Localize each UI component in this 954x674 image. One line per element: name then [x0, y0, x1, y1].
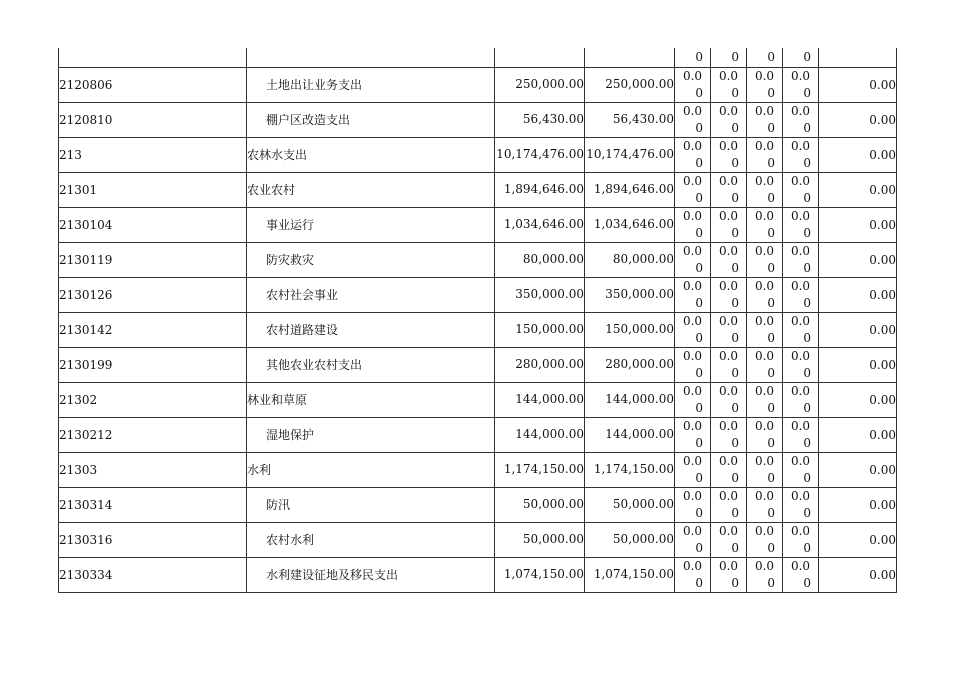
zero-cell-bottom: 0 [803, 190, 811, 205]
row-name: 防灾救灾 [247, 242, 495, 277]
zero-cell-bottom: 0 [695, 400, 703, 415]
row-amount-a: 1,074,150.00 [495, 557, 585, 592]
zero-cell [747, 452, 783, 487]
zero-cell-bottom: 0 [695, 505, 703, 520]
zero-cell [783, 347, 819, 382]
zero-cell-bottom: 0 [695, 365, 703, 380]
zero-cell-top: 0.0 [754, 558, 775, 573]
zero-cell-bottom: 0 [731, 365, 739, 380]
zero-cell [747, 137, 783, 172]
zero-cell-top: 0.0 [718, 488, 739, 503]
zero-cell-bottom: 0 [767, 540, 775, 555]
zero-cell [675, 67, 711, 102]
zero-cell [783, 522, 819, 557]
row-code: 2130316 [59, 522, 247, 557]
row-code: 2130119 [59, 242, 247, 277]
row-amount-a: 1,034,646.00 [495, 207, 585, 242]
zero-cell-bottom: 0 [695, 120, 703, 135]
zero-cell-top: 0.0 [754, 418, 775, 433]
row-amount-b: 50,000.00 [585, 522, 675, 557]
zero-cell [675, 557, 711, 592]
zero-cell [783, 277, 819, 312]
zero-cell-bottom: 0 [803, 155, 811, 170]
zero-cell-bottom: 0 [767, 365, 775, 380]
zero-cell [711, 347, 747, 382]
zero-cell [711, 277, 747, 312]
row-name: 农业农村 [247, 172, 495, 207]
row-code: 2130334 [59, 557, 247, 592]
zero-cell-top: 0.0 [790, 383, 811, 398]
table-row [59, 242, 897, 277]
zero-cell-top: 0.0 [718, 68, 739, 83]
zero-cell [783, 207, 819, 242]
zero-cell-top: 0.0 [790, 103, 811, 118]
zero-cell-bottom: 0 [767, 225, 775, 240]
zero-cell [675, 102, 711, 137]
table-row [59, 172, 897, 207]
row-total: 0.00 [819, 417, 897, 452]
zero-cell-bottom: 0 [767, 470, 775, 485]
zero-cell-top: 0.0 [790, 68, 811, 83]
row-amount-a: 56,430.00 [495, 102, 585, 137]
zero-cell [783, 312, 819, 347]
zero-cell: 0 [675, 48, 711, 67]
row-total: 0.00 [819, 557, 897, 592]
zero-cell [675, 417, 711, 452]
row-name: 农村社会事业 [247, 277, 495, 312]
zero-cell-bottom: 0 [695, 225, 703, 240]
zero-cell [783, 242, 819, 277]
row-code: 21302 [59, 382, 247, 417]
zero-cell-top: 0.0 [718, 558, 739, 573]
row-total: 0.00 [819, 172, 897, 207]
row-total: 0.00 [819, 382, 897, 417]
zero-cell-bottom: 0 [695, 260, 703, 275]
zero-cell [747, 347, 783, 382]
zero-cell-top: 0.0 [790, 523, 811, 538]
row-name: 事业运行 [247, 207, 495, 242]
zero-cell-bottom: 0 [731, 225, 739, 240]
zero-cell [747, 277, 783, 312]
zero-cell [711, 67, 747, 102]
zero-cell-bottom: 0 [803, 505, 811, 520]
zero-cell [783, 137, 819, 172]
zero-cell-top: 0.0 [754, 523, 775, 538]
row-total: 0.00 [819, 207, 897, 242]
table-row [59, 67, 897, 102]
row-amount-b: 250,000.00 [585, 67, 675, 102]
zero-cell [711, 452, 747, 487]
zero-cell [747, 382, 783, 417]
table-row [59, 487, 897, 522]
zero-cell-bottom: 0 [731, 260, 739, 275]
zero-cell [747, 417, 783, 452]
zero-cell-bottom: 0 [803, 260, 811, 275]
zero-cell-bottom: 0 [767, 120, 775, 135]
zero-cell-bottom: 0 [695, 470, 703, 485]
zero-cell-bottom: 0 [767, 435, 775, 450]
zero-cell-bottom: 0 [731, 120, 739, 135]
zero-cell-top: 0.0 [718, 453, 739, 468]
zero-cell-top: 0.0 [754, 68, 775, 83]
row-total: 0.00 [819, 347, 897, 382]
zero-cell [675, 522, 711, 557]
zero-cell: 0 [747, 48, 783, 67]
table-row [59, 277, 897, 312]
row-code: 2120810 [59, 102, 247, 137]
zero-cell-top: 0.0 [682, 278, 703, 293]
zero-cell-top: 0.0 [718, 138, 739, 153]
zero-cell-top: 0.0 [718, 313, 739, 328]
zero-cell-top: 0.0 [790, 208, 811, 223]
row-amount-b: 56,430.00 [585, 102, 675, 137]
table-row [59, 347, 897, 382]
name-cell [247, 48, 495, 67]
table-row [59, 452, 897, 487]
zero-cell-bottom: 0 [731, 470, 739, 485]
zero-cell [783, 67, 819, 102]
zero-cell-top: 0.0 [754, 278, 775, 293]
zero-cell-top: 0.0 [790, 173, 811, 188]
zero-cell-bottom: 0 [767, 295, 775, 310]
zero-cell-bottom: 0 [731, 85, 739, 100]
zero-cell [783, 557, 819, 592]
zero-cell-top: 0.0 [790, 348, 811, 363]
zero-cell [783, 452, 819, 487]
zero-cell [783, 172, 819, 207]
zero-cell-top: 0.0 [754, 453, 775, 468]
row-total: 0.00 [819, 67, 897, 102]
zero-cell-top: 0.0 [682, 173, 703, 188]
zero-cell-top: 0.0 [682, 523, 703, 538]
zero-cell-bottom: 0 [767, 260, 775, 275]
zero-cell [675, 172, 711, 207]
code-cell [59, 48, 247, 67]
zero-cell [747, 312, 783, 347]
zero-cell-top: 0.0 [718, 523, 739, 538]
zero-cell-top: 0.0 [682, 348, 703, 363]
zero-cell-top: 0.0 [682, 208, 703, 223]
zero-cell [675, 137, 711, 172]
row-total: 0.00 [819, 312, 897, 347]
zero-cell [711, 487, 747, 522]
row-name: 棚户区改造支出 [247, 102, 495, 137]
zero-cell [783, 382, 819, 417]
zero-cell [675, 347, 711, 382]
zero-cell-top: 0.0 [718, 173, 739, 188]
row-code: 213 [59, 137, 247, 172]
row-amount-b: 1,034,646.00 [585, 207, 675, 242]
zero-cell-top: 0.0 [718, 208, 739, 223]
table-row [59, 312, 897, 347]
zero-cell-top: 0.0 [682, 453, 703, 468]
zero-cell-bottom: 0 [731, 295, 739, 310]
zero-cell [711, 172, 747, 207]
zero-cell-bottom: 0 [767, 155, 775, 170]
zero-cell-top: 0.0 [790, 488, 811, 503]
row-code: 2130104 [59, 207, 247, 242]
row-amount-a: 10,174,476.00 [495, 137, 585, 172]
zero-cell-bottom: 0 [731, 400, 739, 415]
table-row [59, 417, 897, 452]
zero-cell [747, 487, 783, 522]
zero-cell-bottom: 0 [803, 400, 811, 415]
continuation-row [59, 48, 897, 67]
zero-cell-top: 0.0 [790, 418, 811, 433]
zero-cell-bottom: 0 [731, 435, 739, 450]
zero-cell [675, 487, 711, 522]
zero-cell-top: 0.0 [682, 138, 703, 153]
row-amount-a: 350,000.00 [495, 277, 585, 312]
zero-cell [747, 172, 783, 207]
zero-cell [711, 522, 747, 557]
zero-cell-bottom: 0 [731, 540, 739, 555]
zero-cell-bottom: 0 [767, 575, 775, 590]
table-row [59, 557, 897, 592]
zero-cell-bottom: 0 [803, 225, 811, 240]
row-amount-b: 144,000.00 [585, 382, 675, 417]
zero-cell-top: 0.0 [682, 383, 703, 398]
zero-cell [675, 382, 711, 417]
row-amount-b: 1,894,646.00 [585, 172, 675, 207]
zero-cell-top: 0.0 [754, 138, 775, 153]
zero-cell-bottom: 0 [803, 120, 811, 135]
row-total: 0.00 [819, 522, 897, 557]
total-cell [819, 48, 897, 67]
zero-cell [747, 67, 783, 102]
zero-cell [711, 242, 747, 277]
row-code: 2130212 [59, 417, 247, 452]
zero-cell [747, 207, 783, 242]
table-row [59, 522, 897, 557]
row-name: 湿地保护 [247, 417, 495, 452]
row-amount-a: 280,000.00 [495, 347, 585, 382]
zero-cell [711, 382, 747, 417]
zero-cell [675, 452, 711, 487]
row-name: 农林水支出 [247, 137, 495, 172]
zero-cell-bottom: 0 [695, 575, 703, 590]
row-name: 农村水利 [247, 522, 495, 557]
zero-cell-bottom: 0 [731, 155, 739, 170]
zero-cell-top: 0.0 [754, 383, 775, 398]
zero-cell [747, 522, 783, 557]
zero-cell-bottom: 0 [695, 190, 703, 205]
zero-cell-bottom: 0 [803, 435, 811, 450]
row-code: 2130314 [59, 487, 247, 522]
table-row [59, 207, 897, 242]
budget-table-body [59, 48, 897, 592]
zero-cell-top: 0.0 [682, 418, 703, 433]
zero-cell [675, 312, 711, 347]
zero-cell [747, 557, 783, 592]
zero-cell-top: 0.0 [790, 278, 811, 293]
zero-cell-bottom: 0 [695, 295, 703, 310]
zero-cell-bottom: 0 [767, 190, 775, 205]
zero-cell-bottom: 0 [731, 190, 739, 205]
zero-cell [711, 312, 747, 347]
row-amount-a: 250,000.00 [495, 67, 585, 102]
row-amount-a: 1,174,150.00 [495, 452, 585, 487]
row-name: 林业和草原 [247, 382, 495, 417]
row-code: 2130199 [59, 347, 247, 382]
zero-cell-top: 0.0 [790, 453, 811, 468]
zero-cell-bottom: 0 [695, 540, 703, 555]
zero-cell [783, 487, 819, 522]
zero-cell [711, 557, 747, 592]
row-amount-a: 50,000.00 [495, 522, 585, 557]
zero-cell: 0 [783, 48, 819, 67]
zero-cell-bottom: 0 [695, 85, 703, 100]
row-amount-b: 80,000.00 [585, 242, 675, 277]
zero-cell [711, 137, 747, 172]
zero-cell-bottom: 0 [695, 435, 703, 450]
zero-cell [747, 242, 783, 277]
row-amount-b: 50,000.00 [585, 487, 675, 522]
zero-cell-bottom: 0 [767, 400, 775, 415]
zero-cell-top: 0.0 [790, 138, 811, 153]
zero-cell-bottom: 0 [731, 505, 739, 520]
row-name: 农村道路建设 [247, 312, 495, 347]
zero-cell-top: 0.0 [754, 173, 775, 188]
zero-cell [783, 417, 819, 452]
zero-cell-bottom: 0 [767, 505, 775, 520]
row-code: 2120806 [59, 67, 247, 102]
zero-cell-bottom: 0 [767, 330, 775, 345]
row-amount-b: 10,174,476.00 [585, 137, 675, 172]
row-amount-a: 144,000.00 [495, 382, 585, 417]
zero-cell-top: 0.0 [718, 243, 739, 258]
row-amount-b: 1,074,150.00 [585, 557, 675, 592]
zero-cell-top: 0.0 [790, 558, 811, 573]
zero-cell-top: 0.0 [718, 383, 739, 398]
row-code: 2130142 [59, 312, 247, 347]
zero-cell-bottom: 0 [803, 295, 811, 310]
row-amount-a: 80,000.00 [495, 242, 585, 277]
zero-cell-top: 0.0 [790, 313, 811, 328]
zero-cell [675, 207, 711, 242]
amount-cell [585, 48, 675, 67]
row-amount-b: 280,000.00 [585, 347, 675, 382]
row-amount-b: 350,000.00 [585, 277, 675, 312]
zero-cell-bottom: 0 [731, 575, 739, 590]
zero-cell-top: 0.0 [754, 488, 775, 503]
zero-cell-bottom: 0 [731, 330, 739, 345]
row-code: 21303 [59, 452, 247, 487]
zero-cell-top: 0.0 [754, 208, 775, 223]
zero-cell-top: 0.0 [682, 68, 703, 83]
zero-cell [711, 417, 747, 452]
zero-cell-bottom: 0 [695, 330, 703, 345]
row-total: 0.00 [819, 487, 897, 522]
zero-cell-top: 0.0 [754, 103, 775, 118]
row-total: 0.00 [819, 452, 897, 487]
zero-cell-top: 0.0 [754, 348, 775, 363]
row-name: 水利建设征地及移民支出 [247, 557, 495, 592]
zero-cell-top: 0.0 [718, 278, 739, 293]
row-code: 21301 [59, 172, 247, 207]
row-total: 0.00 [819, 102, 897, 137]
zero-cell-bottom: 0 [803, 330, 811, 345]
zero-cell-bottom: 0 [803, 365, 811, 380]
zero-cell-top: 0.0 [754, 313, 775, 328]
row-amount-b: 150,000.00 [585, 312, 675, 347]
zero-cell-top: 0.0 [682, 243, 703, 258]
row-code: 2130126 [59, 277, 247, 312]
amount-cell [495, 48, 585, 67]
zero-cell-top: 0.0 [718, 348, 739, 363]
zero-cell-top: 0.0 [682, 488, 703, 503]
row-name: 防汛 [247, 487, 495, 522]
zero-cell-top: 0.0 [682, 313, 703, 328]
row-amount-a: 150,000.00 [495, 312, 585, 347]
table-row [59, 382, 897, 417]
zero-cell-top: 0.0 [718, 103, 739, 118]
row-amount-b: 144,000.00 [585, 417, 675, 452]
zero-cell-top: 0.0 [682, 103, 703, 118]
table-row [59, 137, 897, 172]
zero-cell: 0 [711, 48, 747, 67]
zero-cell-bottom: 0 [695, 155, 703, 170]
zero-cell [711, 102, 747, 137]
row-total: 0.00 [819, 277, 897, 312]
zero-cell-bottom: 0 [767, 85, 775, 100]
zero-cell-bottom: 0 [803, 470, 811, 485]
row-name: 其他农业农村支出 [247, 347, 495, 382]
row-name: 土地出让业务支出 [247, 67, 495, 102]
zero-cell [675, 277, 711, 312]
row-total: 0.00 [819, 137, 897, 172]
row-total: 0.00 [819, 242, 897, 277]
zero-cell [675, 242, 711, 277]
row-amount-a: 50,000.00 [495, 487, 585, 522]
zero-cell [783, 102, 819, 137]
zero-cell-bottom: 0 [803, 540, 811, 555]
row-name: 水利 [247, 452, 495, 487]
zero-cell-bottom: 0 [803, 85, 811, 100]
zero-cell [711, 207, 747, 242]
budget-table [58, 48, 897, 593]
zero-cell [747, 102, 783, 137]
row-amount-a: 144,000.00 [495, 417, 585, 452]
zero-cell-bottom: 0 [803, 575, 811, 590]
zero-cell-top: 0.0 [718, 418, 739, 433]
zero-cell-top: 0.0 [682, 558, 703, 573]
table-row [59, 102, 897, 137]
zero-cell-top: 0.0 [754, 243, 775, 258]
row-amount-a: 1,894,646.00 [495, 172, 585, 207]
zero-cell-top: 0.0 [790, 243, 811, 258]
row-amount-b: 1,174,150.00 [585, 452, 675, 487]
